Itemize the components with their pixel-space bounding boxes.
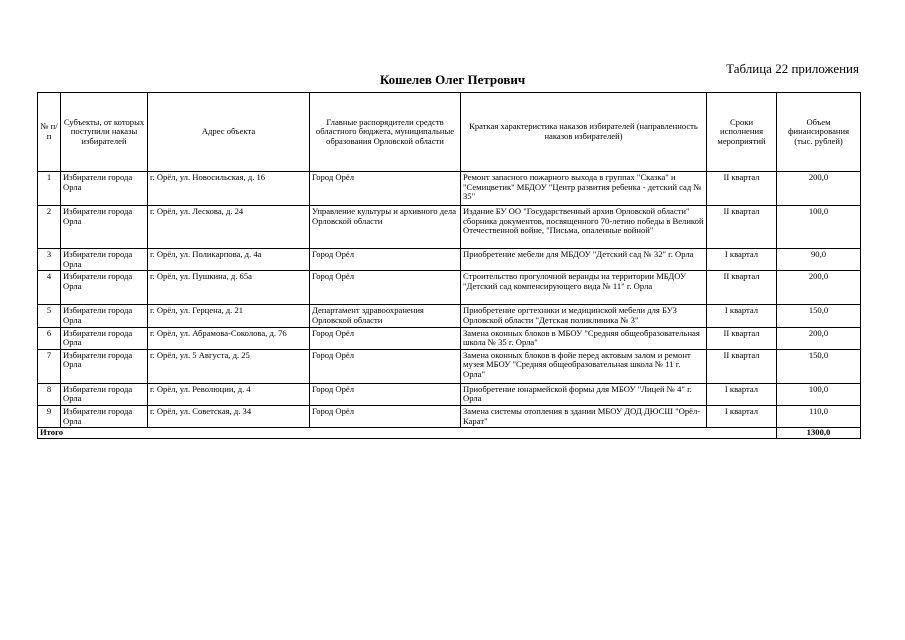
col-header-manager: Главные распорядители средств областного бюджета, муниципальные образования Орловской области (310, 93, 461, 172)
col-header-num: № п/п (38, 93, 61, 172)
cell-subject: Избиратели города Орла (61, 327, 148, 349)
cell-description: Приобретение оргтехники и медицинской мебели для БУЗ Орловской области "Детская поликлиника № 3" (461, 305, 707, 327)
cell-term: I квартал (707, 249, 777, 271)
cell-amount: 100,0 (777, 206, 861, 249)
cell-subject: Избиратели города Орла (61, 383, 148, 405)
cell-manager: Департамент здравоохранения Орловской области (310, 305, 461, 327)
cell-address: г. Орёл, ул. Лескова, д. 24 (148, 206, 310, 249)
col-header-description: Краткая характеристика наказов избирателей (направленность наказов избирателей) (461, 93, 707, 172)
cell-description: Приобретение мебели для МБДОУ "Детский сад № 32" г. Орла (461, 249, 707, 271)
cell-num: 7 (38, 349, 61, 383)
cell-description: Строительство прогулочной веранды на территории МБДОУ "Детский сад компенсирующего вида № 11" г. Орла (461, 271, 707, 305)
cell-address: г. Орёл, ул. 5 Августа, д. 25 (148, 349, 310, 383)
table-row (38, 172, 861, 206)
cell-num: 9 (38, 406, 61, 428)
cell-manager: Город Орёл (310, 406, 461, 428)
cell-num: 6 (38, 327, 61, 349)
col-header-term: Сроки исполнения мероприятий (707, 93, 777, 172)
cell-term: II квартал (707, 327, 777, 349)
cell-description: Замена оконных блоков в МБОУ "Средняя общеобразовательная школа № 35 г. Орла" (461, 327, 707, 349)
col-header-subject: Субъекты, от которых поступили наказы избирателей (61, 93, 148, 172)
cell-term: II квартал (707, 271, 777, 305)
cell-term: II квартал (707, 206, 777, 249)
table-row (38, 349, 861, 383)
cell-address: г. Орёл, ул. Герцена, д. 21 (148, 305, 310, 327)
cell-subject: Избиратели города Орла (61, 349, 148, 383)
cell-amount: 90,0 (777, 249, 861, 271)
cell-num: 3 (38, 249, 61, 271)
cell-manager: Управление культуры и архивного дела Орловской области (310, 206, 461, 249)
cell-manager: Город Орёл (310, 327, 461, 349)
cell-manager: Город Орёл (310, 249, 461, 271)
total-amount: 1300,0 (777, 428, 861, 439)
cell-manager: Город Орёл (310, 383, 461, 405)
cell-description: Приобретение юнармейской формы для МБОУ "Лицей № 4" г. Орла (461, 383, 707, 405)
total-label: Итого (38, 428, 777, 439)
col-header-amount: Объем финансирования (тыс. рублей) (777, 93, 861, 172)
cell-address: г. Орёл, ул. Абрамова-Соколова, д. 76 (148, 327, 310, 349)
cell-num: 1 (38, 172, 61, 206)
cell-address: г. Орёл, ул. Новосильская, д. 16 (148, 172, 310, 206)
cell-address: г. Орёл, ул. Поликарпова, д. 4а (148, 249, 310, 271)
cell-num: 8 (38, 383, 61, 405)
cell-term: I квартал (707, 305, 777, 327)
cell-subject: Избиратели города Орла (61, 249, 148, 271)
table-row (38, 305, 861, 327)
cell-manager: Город Орёл (310, 172, 461, 206)
cell-subject: Избиратели города Орла (61, 172, 148, 206)
cell-address: г. Орёл, ул. Советская, д. 34 (148, 406, 310, 428)
table-row (38, 327, 861, 349)
cell-amount: 100,0 (777, 383, 861, 405)
voter-orders-table (37, 92, 861, 439)
cell-description: Замена оконных блоков в фойе перед актовым залом и ремонт музея МБОУ "Средняя общеобразовательная школа № 11 г. Орла" (461, 349, 707, 383)
cell-address: г. Орёл, ул. Революции, д. 4 (148, 383, 310, 405)
cell-subject: Избиратели города Орла (61, 206, 148, 249)
cell-subject: Избиратели города Орла (61, 305, 148, 327)
cell-description: Ремонт запасного пожарного выхода в группах "Сказка" и "Семицветик" МБДОУ "Центр развития ребенка - детский сад № 35" (461, 172, 707, 206)
table-row (38, 406, 861, 428)
cell-num: 5 (38, 305, 61, 327)
cell-term: II квартал (707, 349, 777, 383)
cell-term: I квартал (707, 406, 777, 428)
cell-manager: Город Орёл (310, 349, 461, 383)
table-row (38, 249, 861, 271)
cell-manager: Город Орёл (310, 271, 461, 305)
total-row (38, 428, 861, 439)
cell-description: Замена системы отопления в здании МБОУ ДОД ДЮСШ "Орёл-Карат" (461, 406, 707, 428)
cell-address: г. Орёл, ул. Пушкина, д. 65а (148, 271, 310, 305)
cell-amount: 200,0 (777, 271, 861, 305)
cell-subject: Избиратели города Орла (61, 406, 148, 428)
table-row (38, 271, 861, 305)
cell-amount: 150,0 (777, 305, 861, 327)
cell-subject: Избиратели города Орла (61, 271, 148, 305)
person-name: Кошелев Олег Петрович (379, 72, 526, 87)
table-row (38, 383, 861, 405)
cell-num: 4 (38, 271, 61, 305)
cell-amount: 110,0 (777, 406, 861, 428)
cell-amount: 200,0 (777, 172, 861, 206)
cell-term: II квартал (707, 172, 777, 206)
cell-description: Издание БУ ОО "Государственный архив Орловской области" сборника документов, посвященного 70-летию победы в Великой Отечественной войне, "Письма, опаленные войной" (461, 206, 707, 249)
cell-amount: 150,0 (777, 349, 861, 383)
table-header-row (38, 93, 861, 172)
appendix-label: Таблица 22 приложения (726, 61, 859, 76)
table-row (38, 206, 861, 249)
cell-num: 2 (38, 206, 61, 249)
cell-term: I квартал (707, 383, 777, 405)
cell-amount: 200,0 (777, 327, 861, 349)
col-header-address: Адрес объекта (148, 93, 310, 172)
